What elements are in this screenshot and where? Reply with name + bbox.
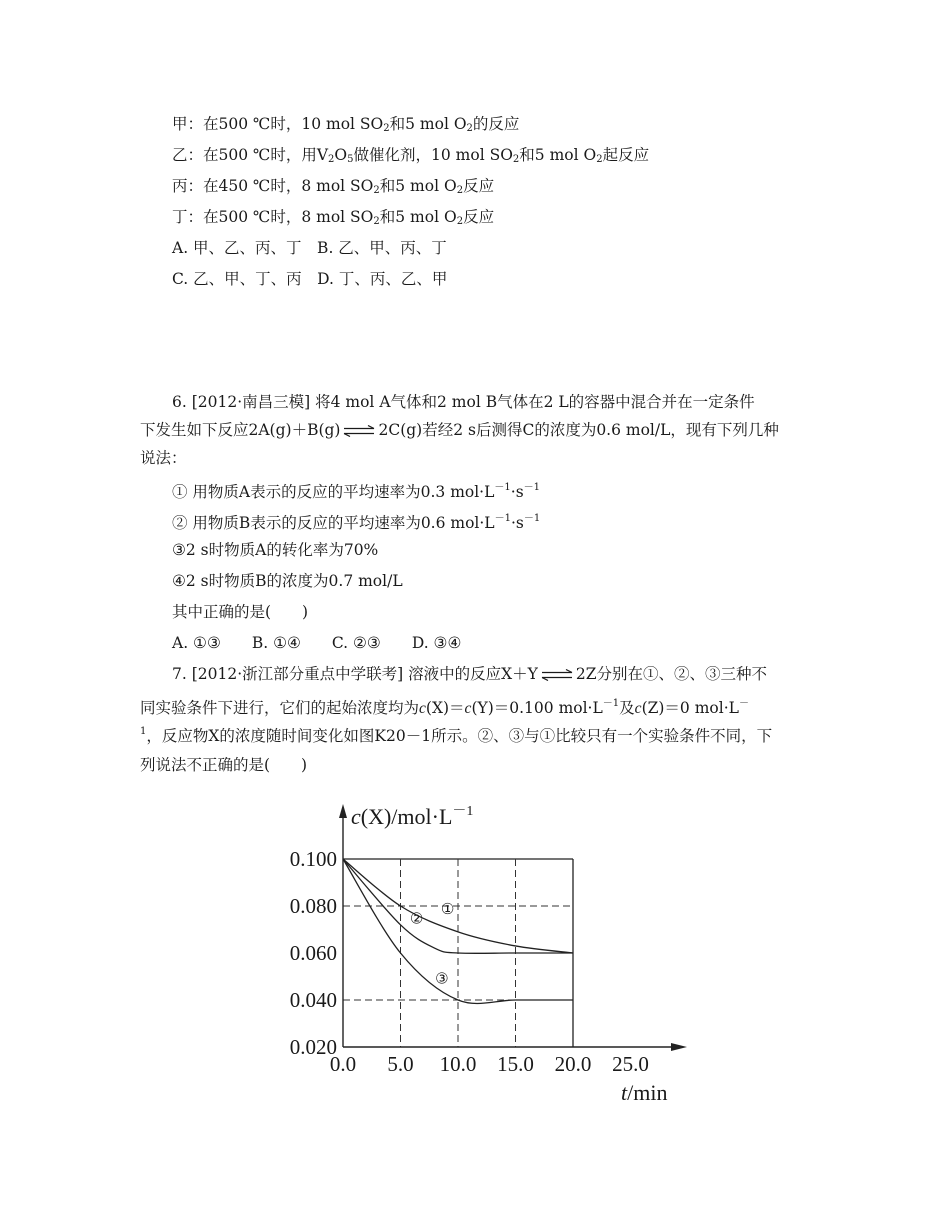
q7-stem-line1: 7. [2012·浙江部分重点中学联考] 溶液中的反应X＋Y 2Z分别在①、②、③三种不 — [172, 665, 768, 683]
series-label-1: ① — [440, 900, 455, 919]
q7-stem-line2: 同实验条件下进行，它们的起始浓度均为c(X)＝c(Y)＝0.100 $mol\cdot L^{-1}$及c(Z)＝0 mol·L－ — [140, 698, 749, 717]
q5-item-yi: 乙：在500 ℃时，用$V_2O_5$做催化剂，10 mol $SO_2$和5 mol $O_2$起反应 — [172, 146, 650, 165]
reversible-arrow-icon — [340, 420, 378, 440]
q5-item-bing: 丙：在450 ℃时，8 mol $SO_2$和5 mol $O_2$反应 — [172, 177, 495, 196]
q5-options-ab: A. 甲、乙、丙、丁 B. 乙、甲、丙、丁 — [172, 239, 447, 257]
x-tick-label: 15.0 — [497, 1052, 534, 1076]
q6-statement-3: ③2 s时物质A的转化率为70% — [172, 541, 379, 559]
series-label-2: ② — [409, 909, 424, 928]
q6-statement-4: ④2 s时物质B的浓度为0.7 mol/L — [172, 572, 403, 590]
q5-item-ding: 丁：在500 ℃时，8 mol $SO_2$和5 mol $O_2$反应 — [172, 208, 495, 227]
q6-stem-line1: 6. [2012·南昌三模] 将4 mol A气体和2 mol B气体在2 L的容器中混合并在一定条件 — [172, 393, 755, 411]
x-tick-label: 0.0 — [329, 1052, 357, 1076]
x-axis-title: t/min — [621, 1080, 668, 1105]
x-tick-label: 25.0 — [612, 1052, 649, 1076]
y-tick-label: 0.100 — [289, 847, 337, 871]
x-axis-arrow-icon — [671, 1043, 687, 1051]
q7-stem-line3: $^1$，反应物X的浓度随时间变化如图K20－1所示。②、③与①比较只有一个实验条件不同，下 — [140, 726, 773, 745]
q6-statement-1: ① 用物质A表示的反应的平均速率为0.3 $mol\cdot L^{-1}\cdot s^{-1}$ — [172, 482, 541, 501]
q6-statement-2: ② 用物质B表示的反应的平均速率为0.6 $mol\cdot L^{-1}\cdot s^{-1}$ — [172, 513, 541, 532]
q6-stem-line2: 下发生如下反应2A(g)＋B(g) 2C(g)若经2 s后测得C的浓度为0.6 mol/L，现有下列几种 — [140, 421, 779, 439]
x-tick-label: 20.0 — [554, 1052, 592, 1076]
y-axis-arrow-icon — [339, 804, 347, 818]
concentration-time-chart — [265, 800, 705, 1110]
y-tick-label: 0.080 — [289, 894, 337, 918]
q6-stem-line3: 说法： — [140, 449, 187, 467]
y-tick-label: 0.060 — [289, 941, 337, 965]
x-tick-label: 5.0 — [387, 1052, 414, 1076]
q5-options-cd: C. 乙、甲、丁、丙 D. 丁、丙、乙、甲 — [172, 270, 448, 288]
reversible-arrow-icon — [538, 664, 576, 684]
y-tick-label: 0.040 — [289, 988, 337, 1012]
x-tick-label: 10.0 — [439, 1052, 477, 1076]
series-label-3: ③ — [435, 969, 449, 988]
y-axis-title: $c(X)/mol\cdot L^{-1}$ — [351, 804, 474, 829]
q5-item-jia: 甲：在500 ℃时，10 mol $SO_2$和5 mol $O_2$的反应 — [172, 115, 520, 134]
y-tick-label: 0.020 — [289, 1035, 337, 1059]
q6-question: 其中正确的是( ) — [172, 603, 309, 621]
q6-options: A. ①③ B. ①④ C. ②③ D. ③④ — [172, 634, 462, 652]
q7-stem-line4: 列说法不正确的是( ) — [140, 756, 308, 774]
